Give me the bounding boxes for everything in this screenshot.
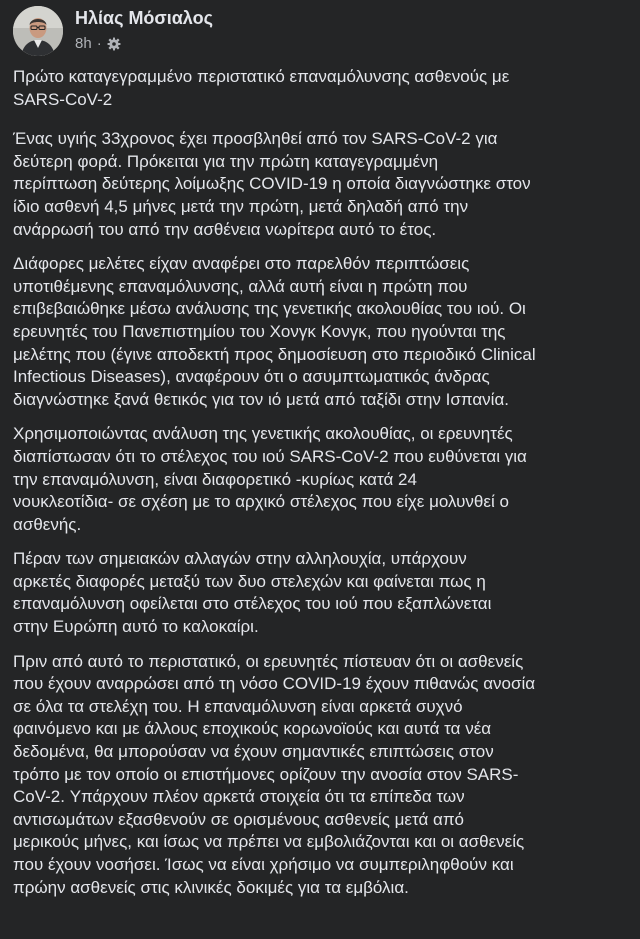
post-meta bbox=[75, 35, 121, 52]
meta-separator: · bbox=[96, 35, 102, 52]
post-title: Πρώτο καταγεγραμμένο περιστατικό επαναμόλυνσης ασθενούς με SARS-CoV-2 bbox=[13, 67, 510, 109]
post-header bbox=[13, 6, 613, 58]
post-paragraph-5: Πριν από αυτό το περιστατικό, οι ερευνητές πίστευαν ότι οι ασθενείς που έχουν αναρρώσει από τη νόσο COVID-19 έχουν πιθανώς ανοσία σε όλα τα στελέχη του. Η επαναμόλυνση είναι αρκετά συχνό φαινόμενο και με άλλους εποχικούς κορωνοϊούς και αυτά τα νέα δεδομένα, θα μπορούσαν να έχουν σημαντικές επιπτώσεις στον τρόπο με τον οποίο οι επιστήμονες ορίζουν την ανοσία στον SARS- CoV-2. Υπάρχουν πλέον αρκετά στοιχεία ότι τα επίπεδα των αντισωμάτων εξασθενούν σε ορισμένους ασθενείς μετά από μερικούς μήνες, και ίσως να πρέπει να εμβολιάζονται και οι ασθενείς που έχουν νοσήσει. Ίσως να είναι χρήσιμο να συμπεριληφθούν και πρώην ασθενείς στις κλινικές δοκιμές για τα εμβόλια. bbox=[13, 651, 536, 897]
post-paragraph-2: Διάφορες μελέτες είχαν αναφέρει στο παρελθόν περιπτώσεις υποτιθέμενης επαναμόλυνσης, αλλά αυτή είναι η πρώτη που επιβεβαιώθηκε μέσω ανάλυσης της γενετικής ακολουθίας του ιού. Οι ερευνητές του Πανεπιστημίου του Χονγκ Κονγκ, που ηγούνται της μελέτης που (έγινε αποδεκτή προς δημοσίευση στο περιοδικό Clinical Infectious Diseases), αναφέρουν ότι ο ασυμπτωματικός άνδρας διαγνώστηκε ξανά θετικός για τον ιό μετά από ταξίδι στην Ισπανία. bbox=[13, 254, 536, 409]
avatar[interactable] bbox=[13, 6, 63, 56]
post-timestamp[interactable]: 8h bbox=[75, 35, 92, 52]
post-paragraph-1: Ένας υγιής 33χρονος έχει προσβληθεί από τον SARS-CoV-2 για δεύτερη φορά. Πρόκειται για την πρώτη καταγεγραμμένη περίπτωση δεύτερης λοίμωξης COVID-19 η οποία διαγνώστηκε στον ίδιο ασθενή 4,5 μήνες μετά την πρώτη, μετά δηλαδή από την ανάρρωσή του από την ασθένεια νωρίτερα αυτό το έτος. bbox=[13, 129, 531, 239]
post-body bbox=[13, 66, 629, 911]
profile-photo-icon bbox=[13, 6, 63, 56]
post-paragraph-3: Χρησιμοποιώντας ανάλυση της γενετικής ακολουθίας, οι ερευνητές διαπίστωσαν ότι το στέλεχος του ιού SARS-CoV-2 που ευθύνεται για την επαναμόλυνση, είναι διαφορετικό -κυρίως κατά 24 νουκλεοτίδια- σε σχέση με το αρχικό στέλεχος που είχε μολυνθεί ο ασθενής. bbox=[13, 424, 527, 534]
post-paragraph-4: Πέραν των σημειακών αλλαγών στην αλληλουχία, υπάρχουν αρκετές διαφορές μεταξύ των δυο στελεχών και φαίνεται πως η επαναμόλυνση οφείλεται στο στέλεχος του ιού που εξαπλώνεται στην Ευρώπη αυτό το καλοκαίρι. bbox=[13, 549, 492, 637]
author-name[interactable]: Ηλίας Μόσιαλος bbox=[75, 8, 213, 28]
gear-icon[interactable] bbox=[107, 37, 121, 51]
